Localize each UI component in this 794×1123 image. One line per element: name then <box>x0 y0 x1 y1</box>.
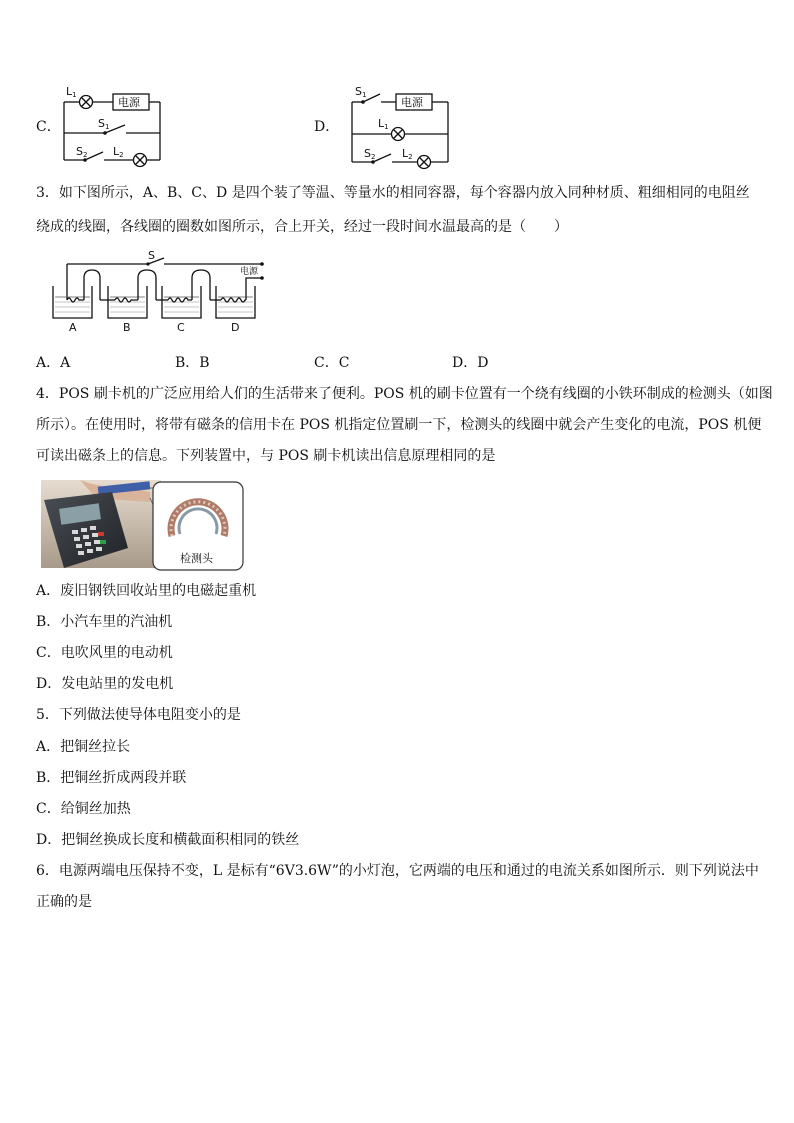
container-label-a: A <box>69 321 77 334</box>
q3-option-b: B．B <box>175 355 210 371</box>
q5-option-d: D．把铜丝换成长度和横截面积相同的铁丝 <box>36 832 300 848</box>
lamp-l2-label: L2 <box>113 145 124 159</box>
q5-option-c: C．给铜丝加热 <box>36 801 131 817</box>
switch-s-label: S <box>148 249 155 262</box>
q3-option-c: C．C <box>314 355 350 371</box>
power-label-d: 电源 <box>401 96 423 109</box>
container-label-b: B <box>123 321 131 334</box>
power-label-q3: 电源 <box>240 267 259 277</box>
q4-option-c: C．电吹风里的电动机 <box>36 645 173 661</box>
q4-option-b: B．小汽车里的汽油机 <box>36 614 173 630</box>
q5-option-a: A．把铜丝拉长 <box>36 739 131 755</box>
q4-option-d: D．发电站里的发电机 <box>36 676 174 692</box>
q4-option-a: A．废旧钢铁回收站里的电磁起重机 <box>36 583 257 599</box>
switch-s2-label: S2 <box>76 145 88 159</box>
lamp-l1-d-label: L1 <box>378 117 389 131</box>
detector-label: 检测头 <box>180 552 213 565</box>
power-label: 电源 <box>118 96 140 109</box>
q5-stem: 5．下列做法使导体电阻变小的是 <box>36 707 241 723</box>
switch-s2-d-label: S2 <box>364 147 376 161</box>
lamp-l1-label: L1 <box>66 85 77 99</box>
q4-stem-line1: 4．POS 刷卡机的广泛应用给人们的生活带来了便利。POS 机的刷卡位置有一个绕有线圈的小铁环制成的检测头（如图 <box>36 386 773 402</box>
q4-stem-line2: 所示）。在使用时，将带有磁条的信用卡在 POS 机指定位置刷一下，检测头的线圈中就会产生变化的电流，POS 机便 <box>36 417 762 433</box>
lamp-l2-d-label: L2 <box>402 147 413 161</box>
q6-stem-line2: 正确的是 <box>36 894 92 910</box>
q4-stem-line3: 可读出磁条上的信息。下列装置中，与 POS 刷卡机读出信息原理相同的是 <box>36 448 496 464</box>
container-label-c: C <box>177 321 185 334</box>
q5-option-b: B．把铜丝折成两段并联 <box>36 770 187 786</box>
q3-stem-line2: 绕成的线圈，各线圈的圈数如图所示，合上开关，经过一段时间水温最高的是（ ） <box>36 219 568 235</box>
switch-s1-label: S1 <box>98 117 110 131</box>
q6-stem-line1: 6．电源两端电压保持不变，L 是标有“6V3.6W”的小灯泡，它两端的电压和通过的电流关系如图所示．则下列说法中 <box>36 863 759 879</box>
container-label-d: D <box>231 321 240 334</box>
q3-option-d: D．D <box>452 355 489 371</box>
switch-s1-d-label: S1 <box>355 85 367 99</box>
q3-stem-line1: 3．如下图所示，A、B、C、D 是四个装了等温、等量水的相同容器，每个容器内放入同种材质、粗细相同的电阻丝 <box>36 185 750 201</box>
option-c-label: C． <box>36 119 61 135</box>
option-d-label: D． <box>314 119 340 135</box>
q3-option-a: A．A <box>36 355 71 371</box>
